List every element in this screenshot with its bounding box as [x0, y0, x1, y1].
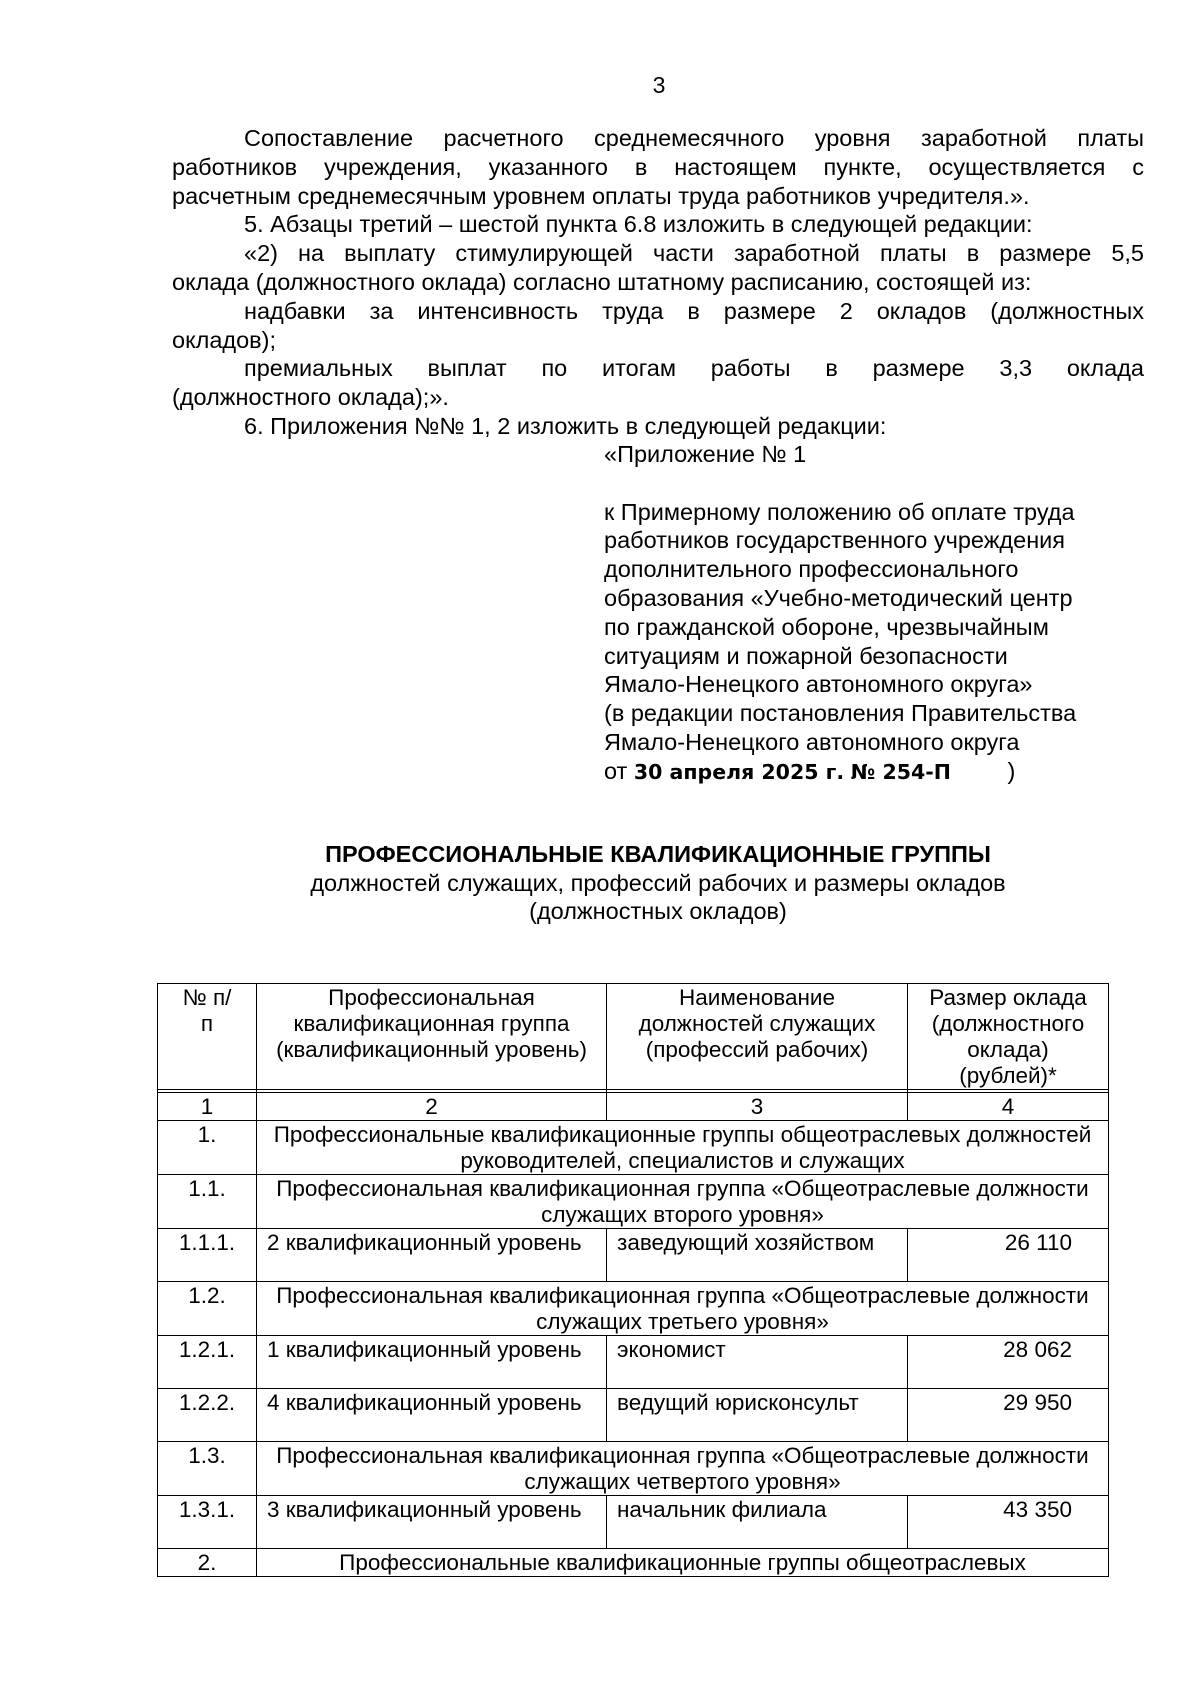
row-number: 1. [158, 1121, 257, 1175]
row-number: 2. [158, 1549, 257, 1577]
appendix-line: по гражданской обороне, чрезвычайным [604, 613, 1049, 640]
paragraph-premium-1: премиальных выплат по итогам работы в размере 3,3 оклада [244, 355, 1144, 382]
decree-date: 30 апреля 2025 г. [633, 759, 845, 784]
appendix-line: ситуациям и пожарной безопасности [604, 642, 1008, 669]
column-number: 2 [257, 1093, 607, 1121]
table-row [158, 1229, 1109, 1282]
appendix-line: к Примерному положению об оплате труда [604, 498, 1075, 525]
column-number: 4 [908, 1093, 1109, 1121]
table-row [158, 1549, 1109, 1577]
row-number: 1.2. [158, 1282, 257, 1336]
paragraph-bonus-intensity-1: надбавки за интенсивность труда в размере 2 окладов (должностных [244, 297, 1144, 324]
table-row [158, 1336, 1109, 1389]
title-subtitle-1: должностей служащих, профессий рабочих и размеры окладов [310, 869, 1006, 896]
decree-reference [604, 757, 1164, 787]
paragraph-comparison-1: Сопоставление расчетного среднемесячного уровня заработной платы [244, 125, 1144, 151]
qualification-level: 3 квалификационный уровень [257, 1496, 607, 1549]
appendix-line: Ямало-Ненецкого автономного округа» [604, 671, 1033, 698]
paragraph-bonus-intensity-2: окладов); [172, 326, 277, 353]
row-number: 1.3.1. [158, 1496, 257, 1549]
qualification-level: 4 квалификационный уровень [257, 1389, 607, 1442]
group-title: Профессиональная квалификационная группа «Общеотраслевые должности служащих второго уровня» [257, 1175, 1109, 1229]
qualification-level: 1 квалификационный уровень [257, 1336, 607, 1389]
row-number: 1.1.1. [158, 1229, 257, 1282]
document-title [172, 840, 1144, 926]
page-number: 3 [652, 72, 666, 98]
table-row [158, 1389, 1109, 1442]
salary-value: 28 062 [908, 1336, 1109, 1389]
group-title: Профессиональные квалификационные группы общеотраслевых должностей руководителей, специалистов и служащих [257, 1121, 1109, 1175]
row-number: 1.1. [158, 1175, 257, 1229]
column-number: 3 [607, 1093, 908, 1121]
header-position: Наименование должностей служащих (профессий рабочих) [607, 984, 908, 1090]
paragraph-item-6: 6. Приложения №№ 1, 2 изложить в следующей редакции: [244, 412, 887, 439]
position-name: ведущий юрисконсульт [607, 1389, 908, 1442]
group-title: Профессиональная квалификационная группа «Общеотраслевые должности служащих третьего уровня» [257, 1282, 1109, 1336]
salary-table [157, 983, 1109, 1577]
decree-close: ) [1007, 757, 1016, 784]
paragraph-stimulating-1: «2) на выплату стимулирующей части заработной платы в размере 5,5 [244, 240, 1144, 267]
group-title: Профессиональные квалификационные группы общеотраслевых [257, 1549, 1109, 1577]
qualification-level: 2 квалификационный уровень [257, 1229, 607, 1282]
salary-value: 29 950 [908, 1389, 1109, 1442]
table-row [158, 1121, 1109, 1175]
position-name: экономист [607, 1336, 908, 1389]
paragraph-comparison-2: работников учреждения, указанного в настоящем пункте, осуществляется с [172, 153, 1144, 180]
appendix-line: образования «Учебно-методический центр [604, 584, 1073, 611]
paragraph-premium-2: (должностного оклада);». [172, 384, 449, 411]
appendix-line: (в редакции постановления Правительства [604, 700, 1077, 727]
header-salary: Размер оклада (должностного оклада) (рублей)* [908, 984, 1109, 1090]
salary-value: 26 110 [908, 1229, 1109, 1282]
appendix-stamp [604, 440, 1164, 787]
appendix-line: работников государственного учреждения [604, 527, 1066, 554]
header-group: Профессиональная квалификационная группа (квалификационный уровень) [257, 984, 607, 1090]
salary-value: 43 350 [908, 1496, 1109, 1549]
table-row [158, 1282, 1109, 1336]
row-number: 1.3. [158, 1442, 257, 1496]
decree-number: № 254-П [850, 759, 951, 784]
row-number: 1.2.1. [158, 1336, 257, 1389]
table-row [158, 1496, 1109, 1549]
row-number: 1.2.2. [158, 1389, 257, 1442]
header-number: № п/п [158, 984, 257, 1090]
table-row [158, 1442, 1109, 1496]
paragraph-comparison-3: расчетным среднемесячным уровнем оплаты труда работников учредителя.». [172, 182, 1030, 209]
column-number: 1 [158, 1093, 257, 1121]
paragraph-stimulating-2: оклада (должностного оклада) согласно штатному расписанию, состоящей из: [172, 268, 1032, 295]
body-text [172, 124, 1144, 441]
group-title: Профессиональная квалификационная группа «Общеотраслевые должности служащих четвертого уровня» [257, 1442, 1109, 1496]
appendix-line: дополнительного профессионального [604, 556, 1019, 583]
appendix-heading: «Приложение № 1 [604, 441, 807, 467]
paragraph-item-5: 5. Абзацы третий – шестой пункта 6.8 изложить в следующей редакции: [244, 211, 1033, 238]
table-header-row [158, 984, 1109, 1090]
table-row [158, 1175, 1109, 1229]
title-subtitle-2: (должностных окладов) [529, 898, 787, 924]
position-name: начальник филиала [607, 1496, 908, 1549]
column-numbers-row [158, 1093, 1109, 1121]
position-name: заведующий хозяйством [607, 1229, 908, 1282]
title-main: ПРОФЕССИОНАЛЬНЫЕ КВАЛИФИКАЦИОННЫЕ ГРУППЫ [325, 841, 991, 867]
decree-prefix: от [604, 757, 628, 784]
appendix-line: Ямало-Ненецкого автономного округа [604, 728, 1020, 755]
